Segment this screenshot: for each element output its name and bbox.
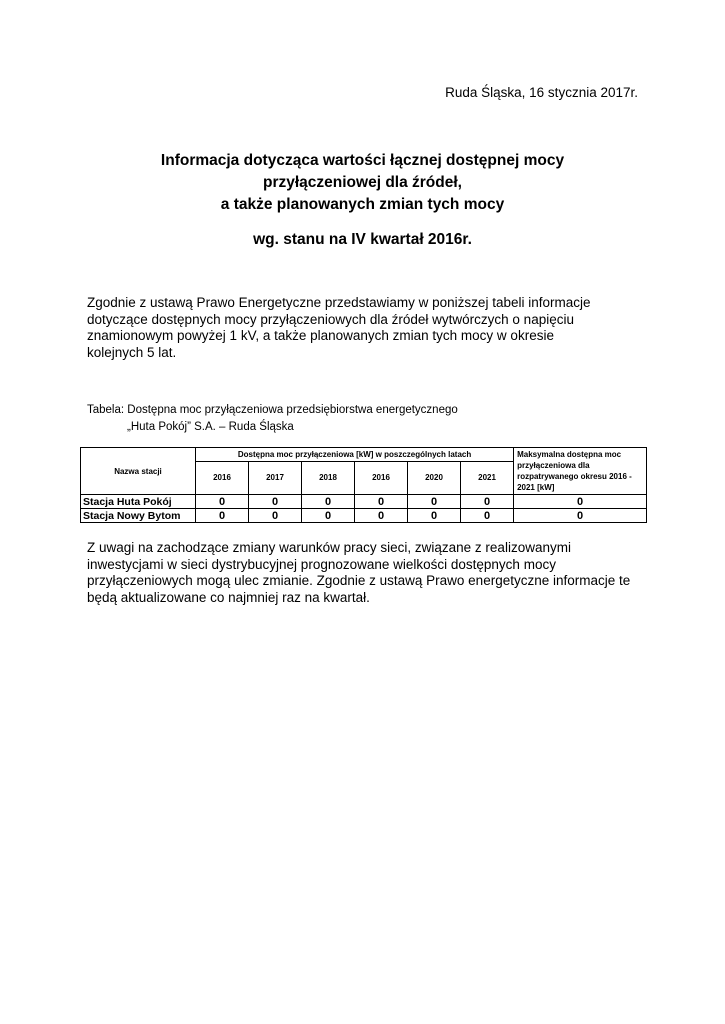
document-title — [0, 150, 725, 216]
power-value: 0 — [196, 509, 249, 523]
power-value: 0 — [408, 509, 461, 523]
power-value: 0 — [249, 509, 302, 523]
power-value: 0 — [196, 495, 249, 509]
max-power-value: 0 — [514, 495, 647, 509]
title-line: Informacja dotycząca wartości łącznej dostępnej mocy — [160, 152, 565, 169]
closing-line: przyłączeniowych mogą ulec zmianie. Zgodnie z ustawą Prawo energetyczne informacje te — [87, 573, 631, 588]
year-header: 2020 — [408, 461, 461, 494]
closing-line: inwestycjami w sieci dystrybucyjnej prognozowane wielkości dostępnych mocy — [87, 556, 556, 572]
station-name: Stacja Huta Pokój — [81, 495, 196, 509]
caption-line: Tabela: Dostępna moc przyłączeniowa przedsiębiorstwa energetycznego — [87, 404, 458, 416]
power-value: 0 — [302, 509, 355, 523]
power-value: 0 — [249, 495, 302, 509]
year-header: 2016 — [196, 461, 249, 494]
table-caption — [87, 402, 458, 436]
intro-paragraph — [87, 295, 647, 361]
caption-line: „Huta Pokój” S.A. – Ruda Śląska — [127, 421, 294, 433]
intro-line: Zgodnie z ustawą Prawo Energetyczne przedstawiamy w poniższej tabeli informacje — [87, 295, 591, 310]
closing-paragraph — [87, 540, 647, 606]
year-header: 2018 — [302, 461, 355, 494]
intro-line: znamionowym powyżej 1 kV, a także planowanych zmian tych mocy w okresie — [87, 328, 554, 343]
year-header: 2016 — [355, 461, 408, 494]
document-date: Ruda Śląska, 16 stycznia 2017r. — [445, 85, 638, 100]
years-header: Dostępna moc przyłączeniowa [kW] w poszczególnych latach — [196, 448, 514, 462]
power-table — [80, 447, 647, 523]
power-value: 0 — [461, 509, 514, 523]
max-header: Maksymalna dostępna moc przyłączeniowa dla rozpatrywanego okresu 2016 - 2021 [kW] — [514, 448, 647, 495]
year-header: 2017 — [249, 461, 302, 494]
closing-line: Z uwagi na zachodzące zmiany warunków pracy sieci, związane z realizowanymi — [87, 540, 571, 555]
title-line: a także planowanych zmian tych mocy — [220, 196, 505, 213]
power-value: 0 — [355, 495, 408, 509]
year-header: 2021 — [461, 461, 514, 494]
table-row — [81, 495, 647, 509]
title-line: przyłączeniowej dla źródeł, — [263, 174, 462, 191]
power-value: 0 — [355, 509, 408, 523]
power-value: 0 — [461, 495, 514, 509]
document-subtitle: wg. stanu na IV kwartał 2016r. — [253, 231, 472, 248]
power-value: 0 — [408, 495, 461, 509]
intro-line: dotyczące dostępnych mocy przyłączeniowych dla źródeł wytwórczych o napięciu — [87, 311, 574, 327]
station-header: Nazwa stacji — [81, 448, 196, 495]
max-power-value: 0 — [514, 509, 647, 523]
station-name: Stacja Nowy Bytom — [81, 509, 196, 523]
table-row — [81, 509, 647, 523]
intro-line: kolejnych 5 lat. — [87, 344, 177, 360]
power-value: 0 — [302, 495, 355, 509]
closing-line: będą aktualizowane co najmniej raz na kwartał. — [87, 589, 370, 605]
